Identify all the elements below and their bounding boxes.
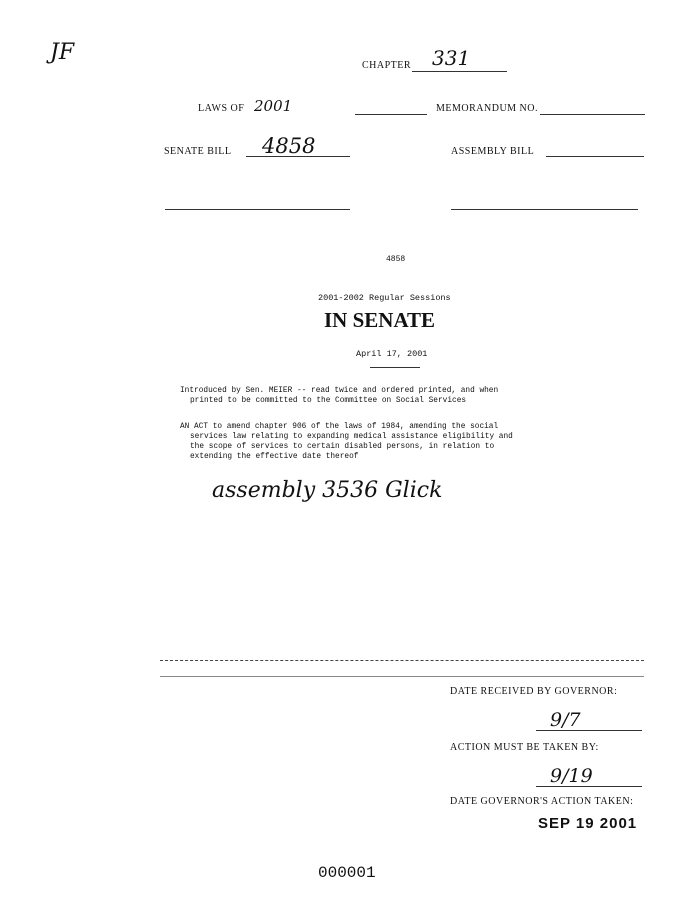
- blank-line-left: [165, 209, 350, 210]
- act-line-1: AN ACT to amend chapter 906 of the laws of 1984, amending the social: [180, 423, 499, 431]
- chapter-label: CHAPTER: [362, 60, 412, 71]
- session-title: 2001-2002 Regular Sessions: [318, 293, 451, 303]
- action-deadline-underline: [536, 786, 642, 787]
- memorandum-underline: [540, 114, 645, 115]
- received-label: DATE RECEIVED BY GOVERNOR:: [450, 686, 618, 697]
- assembly-bill-underline: [546, 156, 644, 157]
- introduced-line-2: printed to be committed to the Committee on Social Services: [190, 397, 467, 405]
- introduced-line-1: Introduced by Sen. MEIER -- read twice and ordered printed, and when: [180, 387, 499, 395]
- date-rule: [370, 367, 420, 368]
- assembly-bill-label: ASSEMBLY BILL: [451, 146, 535, 157]
- action-deadline-value: 9/19: [550, 765, 593, 787]
- senate-bill-label: SENATE BILL: [164, 146, 232, 157]
- act-line-4: extending the effective date thereof: [190, 453, 359, 461]
- page-number: 000001: [318, 864, 376, 882]
- chapter-value: 331: [432, 46, 471, 70]
- house-title: IN SENATE: [324, 308, 436, 332]
- memorandum-label: MEMORANDUM NO.: [436, 103, 539, 114]
- senate-bill-underline: [246, 156, 350, 157]
- introduction-date: April 17, 2001: [356, 349, 428, 359]
- handwritten-initials: JF: [50, 40, 75, 65]
- received-value: 9/7: [550, 709, 581, 731]
- action-deadline-label: ACTION MUST BE TAKEN BY:: [450, 742, 599, 753]
- act-line-3: the scope of services to certain disabled persons, in relation to: [190, 443, 495, 451]
- laws-of-value: 2001: [254, 97, 293, 115]
- senate-bill-value: 4858: [262, 134, 316, 158]
- act-line-2: services law relating to expanding medical assistance eligibility and: [190, 433, 513, 441]
- action-taken-label: DATE GOVERNOR'S ACTION TAKEN:: [450, 796, 634, 807]
- blank-line-right: [451, 209, 638, 210]
- laws-of-underline: [355, 114, 427, 115]
- action-taken-stamp: SEP 19 2001: [538, 815, 638, 832]
- separator-line-bottom: [160, 676, 644, 677]
- handwritten-assembly-note: assembly 3536 Glick: [212, 478, 443, 503]
- laws-of-label: LAWS OF: [198, 103, 245, 114]
- chapter-underline: [412, 71, 507, 72]
- received-underline: [536, 730, 642, 731]
- separator-line-top: [160, 660, 644, 661]
- bill-number: 4858: [386, 255, 406, 264]
